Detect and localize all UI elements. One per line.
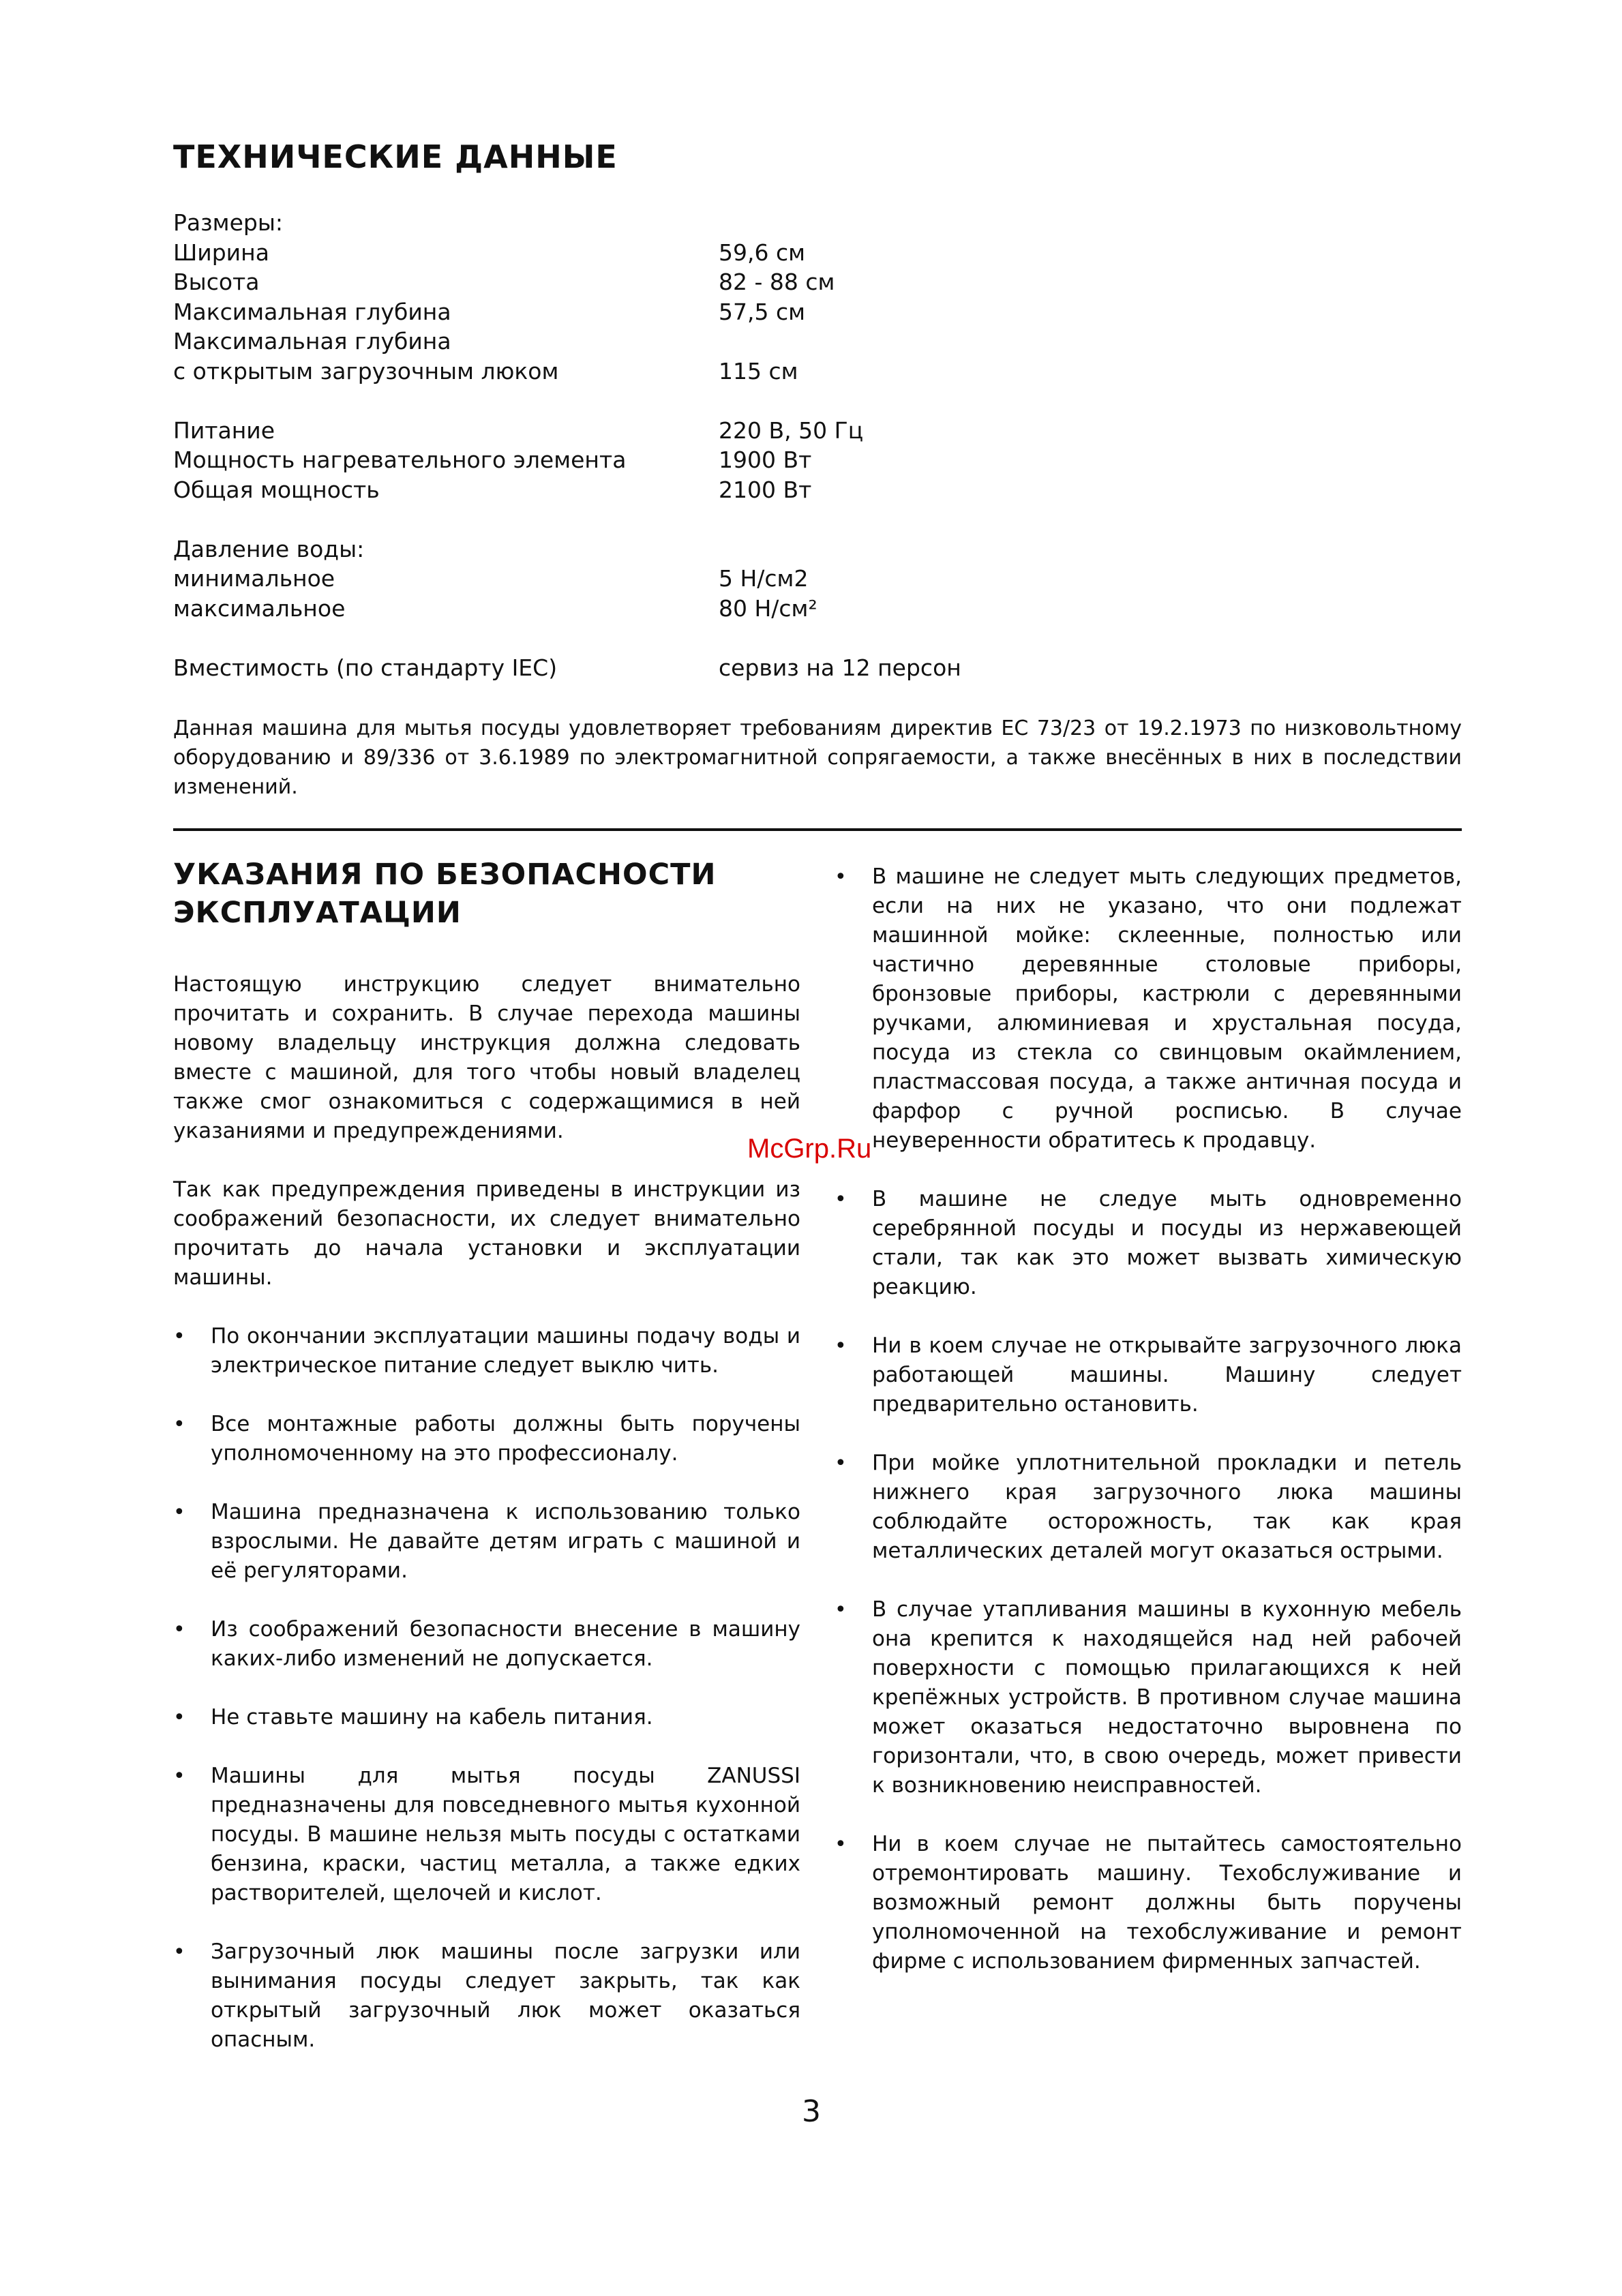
spec-row xyxy=(173,327,1469,357)
bullet-icon: • xyxy=(173,1940,185,1964)
spec-row xyxy=(173,594,1469,624)
spec-gap xyxy=(173,504,1469,534)
watermark-link[interactable]: McGrp.Ru xyxy=(747,1134,872,1164)
spec-label: Высота xyxy=(173,269,260,295)
spec-row xyxy=(173,357,1469,387)
spec-value: 82 - 88 см xyxy=(719,269,835,295)
spec-label: Размеры: xyxy=(173,209,283,236)
spec-value: 57,5 см xyxy=(719,298,806,325)
spec-row xyxy=(173,653,1469,683)
spec-value: сервиз на 12 персон xyxy=(719,654,961,681)
spec-row xyxy=(173,475,1469,505)
list-item-text: Загрузочный люк машины после загрузки или вынимания посуды следует закрыть, так как открытый загрузочный люк может оказаться опасным. xyxy=(211,1939,800,2052)
spec-row xyxy=(173,208,1469,238)
list-item-text: По окончании эксплуатации машины подачу воды и электрическое питание следует выклю чить. xyxy=(211,1324,800,1378)
list-item xyxy=(173,1937,800,2055)
bullet-icon: • xyxy=(173,1618,185,1642)
bullet-icon: • xyxy=(835,1334,847,1358)
left-column xyxy=(173,856,800,2084)
spec-row xyxy=(173,534,1469,564)
list-item-text: Машины для мытья посуды ZANUSSI предназначены для повседневного мытья кухонной посуды. В машине нельзя мыть посуды с остатками бензина, краски, частиц металла, а также едких растворителей, щелочей и кислот. xyxy=(211,1764,800,1905)
directive-paragraph: Данная машина для мытья посуды удовлетворяет требованиям директив ЕС 73/23 от 19.2.1973 по низковольтному оборудованию и 89/336 от 3.6.1989 по электромагнитной сопрягаемости, а также внесённых в них в последствии изменений. xyxy=(173,716,1462,799)
safety-heading-line2: ЭКСПЛУАТАЦИИ xyxy=(173,896,462,930)
list-item xyxy=(173,1410,800,1468)
spec-label: Максимальная глубина xyxy=(173,298,451,325)
list-item xyxy=(173,1498,800,1586)
spec-row xyxy=(173,297,1469,327)
spec-label: с открытым загрузочным люком xyxy=(173,357,559,384)
bullet-icon: • xyxy=(173,1325,185,1348)
safety-heading-line1: УКАЗАНИЯ ПО БЕЗОПАСНОСТИ xyxy=(173,858,717,892)
spec-gap xyxy=(173,386,1469,416)
intro-paragraph: Так как предупреждения приведены в инструкции из соображений безопасности, их следует внимательно прочитать до начала установки и эксплуатации машины. xyxy=(173,1177,800,1290)
list-item xyxy=(835,1331,1462,1419)
section-divider xyxy=(173,828,1462,831)
spec-row xyxy=(173,564,1469,594)
bullet-icon: • xyxy=(835,1598,847,1622)
bullet-icon: • xyxy=(173,1706,185,1729)
spec-label: Ширина xyxy=(173,239,269,266)
list-item xyxy=(835,1449,1462,1566)
list-item xyxy=(835,862,1462,1155)
page-number: 3 xyxy=(802,2094,821,2129)
list-item-text: В машине не следует мыть следующих предметов, если на них не указано, что они подлежат машинной мойке: склеенные, полностью или частично деревянные столовые приборы, бронзовые приборы, кастрюли с деревянными ручками, алюминиевая и хрустальная посуда, посуда из стекла со свинцовым окаймлением, пластмассовая посуда, а также античная посуда и фарфор с ручной росписью. В случае неуверенности обратитесь к продавцу. xyxy=(872,864,1462,1153)
spec-label: Общая мощность xyxy=(173,476,380,503)
specs-table xyxy=(173,208,1469,682)
spec-value: 80 Н/см² xyxy=(719,594,817,622)
list-item-text: В машине не следуе мыть одновременно серебрянной посуды и посуды из нержавеющей стали, так как это может вызвать химическую реакцию. xyxy=(872,1187,1462,1299)
spec-value: 2100 Вт xyxy=(719,476,812,503)
bullet-icon: • xyxy=(835,1832,847,1856)
spec-gap xyxy=(173,623,1469,653)
list-item xyxy=(835,1595,1462,1800)
list-item xyxy=(173,1703,800,1732)
list-item xyxy=(835,1830,1462,1976)
list-item-text: В случае утапливания машины в кухонную мебель она крепится к находящейся над ней рабочей поверхности с помощью прилагающихся к ней крепёжных устройств. В противном случае машина может оказаться недостаточно выровнена по горизонтали, что, в свою очередь, может привести к возникновению неисправностей. xyxy=(872,1597,1462,1798)
bullet-icon: • xyxy=(173,1764,185,1788)
spec-row xyxy=(173,416,1469,446)
list-item-text: Ни в коем случае не пытайтесь самостоятельно отремонтировать машину. Техобслуживание и возможный ремонт должны быть поручены уполномоченной на техобслуживание и ремонт фирме с использованием фирменных запчастей. xyxy=(872,1832,1462,1974)
spec-value: 220 В, 50 Гц xyxy=(719,417,864,444)
spec-label: Мощность нагревательного элемента xyxy=(173,447,627,473)
list-item xyxy=(173,1615,800,1674)
list-item xyxy=(173,1322,800,1380)
bullet-icon: • xyxy=(173,1413,185,1436)
list-item-text: Все монтажные работы должны быть поручены уполномоченному на это профессионалу. xyxy=(211,1412,800,1466)
list-item xyxy=(835,1185,1462,1302)
spec-label: Давление воды: xyxy=(173,535,365,562)
spec-label: максимальное xyxy=(173,594,346,622)
safety-list-left xyxy=(173,1322,800,2055)
spec-label: Вместимость (по стандарту IEC) xyxy=(173,654,558,681)
right-column xyxy=(835,862,1462,2006)
spec-row xyxy=(173,238,1469,268)
list-item-text: При мойке уплотнительной прокладки и петель нижнего края загрузочного люка машины соблюдайте осторожность, так как края металлических деталей могут оказаться острыми. xyxy=(872,1451,1462,1563)
bullet-icon: • xyxy=(835,865,847,889)
list-item-text: Не ставьте машину на кабель питания. xyxy=(211,1705,653,1729)
bullet-icon: • xyxy=(835,1188,847,1211)
spec-value: 5 Н/см2 xyxy=(719,565,809,592)
intro-paragraph: Настоящую инструкцию следует внимательно прочитать и сохранить. В случае перехода машины новому владельцу инструкция должна следовать вместе с машиной, для того чтобы новый владелец также смог ознакомиться с содержащимися в ней указаниями и предупреждениями. xyxy=(173,972,800,1143)
list-item-text: Машина предназначена к использованию только взрослыми. Не давайте детям играть с машиной и её регуляторами. xyxy=(211,1500,800,1583)
spec-label: Максимальная глубина xyxy=(173,328,451,354)
technical-data-title: ТЕХНИЧЕСКИЕ ДАННЫЕ xyxy=(173,138,618,175)
bullet-icon: • xyxy=(835,1451,847,1475)
bullet-icon: • xyxy=(173,1500,185,1524)
spec-label: Питание xyxy=(173,417,275,444)
safety-list-right xyxy=(835,862,1462,1976)
spec-row xyxy=(173,267,1469,297)
spec-row xyxy=(173,445,1469,475)
safety-heading xyxy=(173,856,800,932)
spec-value: 115 см xyxy=(719,357,798,384)
list-item-text: Ни в коем случае не открывайте загрузочного люка работающей машины. Машину следует предварительно остановить. xyxy=(872,1333,1462,1417)
list-item-text: Из соображений безопасности внесение в машину каких-либо изменений не допускается. xyxy=(211,1617,800,1671)
spec-value: 59,6 см xyxy=(719,239,806,266)
spec-value: 1900 Вт xyxy=(719,447,812,473)
list-item xyxy=(173,1762,800,1908)
spec-label: минимальное xyxy=(173,565,335,592)
